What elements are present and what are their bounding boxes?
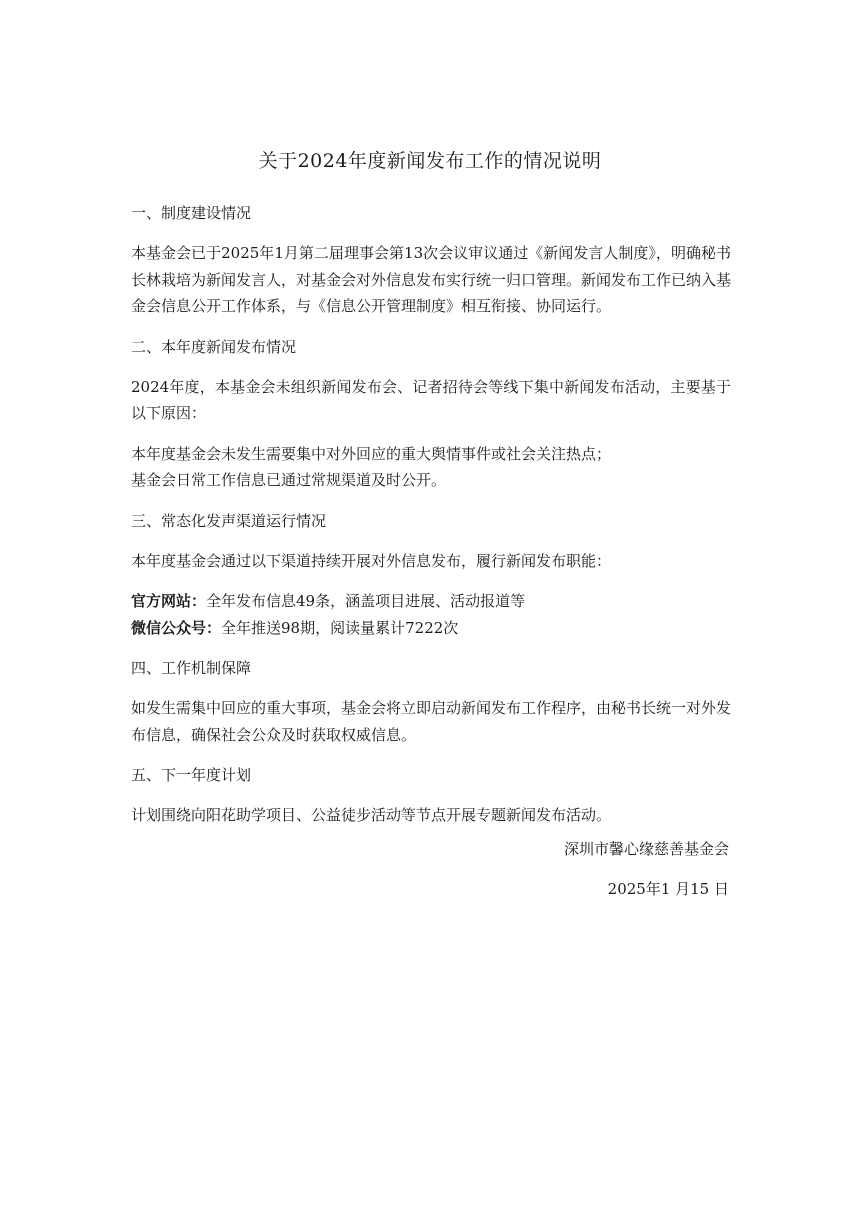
signature-organization: 深圳市馨心缘慈善基金会 [563, 840, 729, 858]
signature-block [564, 836, 729, 902]
section-5 [131, 762, 731, 829]
document-body [131, 200, 731, 829]
section-heading: 三、常态化发声渠道运行情况 [131, 511, 327, 530]
section-heading: 五、下一年度计划 [131, 766, 252, 784]
section-heading: 四、工作机制保障 [131, 659, 252, 677]
signature-date: 2025年1 月15 日 [607, 880, 729, 898]
channel-line [131, 588, 731, 615]
section-4 [131, 655, 731, 748]
section-3 [131, 508, 731, 642]
channel-label: 微信公众号： [131, 618, 222, 637]
section-paragraph: 本年度基金会通过以下渠道持续开展对外信息发布，履行新闻发布职能： [131, 551, 612, 570]
section-paragraph: 2024年度，本基金会未组织新闻发布会、记者招待会等线下集中新闻发布活动，主要基于以下原因： [131, 377, 731, 422]
reason-line: 基金会日常工作信息已通过常规渠道及时公开。 [131, 471, 447, 489]
section-paragraph: 计划围绕向阳花助学项目、公益徒步活动等节点开展专题新闻发布活动。 [131, 806, 612, 824]
reason-line: 本年度基金会未发生需要集中对外回应的重大舆情事件或社会关注热点； [131, 444, 612, 463]
document-title: 关于2024年度新闻发布工作的情况说明 [258, 150, 602, 172]
channel-label: 官方网站： [131, 592, 207, 610]
section-paragraph: 如发生需集中回应的重大事项，基金会将立即启动新闻发布工作程序，由秘书长统一对外发布信息，确保社会公众及时获取权威信息。 [131, 699, 732, 744]
section-heading: 二、本年度新闻发布情况 [131, 337, 297, 356]
section-paragraph: 本基金会已于2025年1月第二届理事会第13次会议审议通过《新闻发言人制度》，明确秘书长林栽培为新闻发言人，对基金会对外信息发布实行统一归口管理。新闻发布工作已纳入基金会信息公开工作体系，与《信息公开管理制度》相互衔接、协同运行。 [131, 244, 732, 315]
channel-text: 全年发布信息49条，涵盖项目进展、活动报道等 [206, 592, 526, 610]
section-1 [131, 200, 731, 320]
channel-text: 全年推送98期，阅读量累计7222次 [221, 618, 459, 637]
channel-line [131, 615, 731, 642]
section-2 [131, 334, 731, 494]
section-heading: 一、制度建设情况 [131, 204, 252, 222]
